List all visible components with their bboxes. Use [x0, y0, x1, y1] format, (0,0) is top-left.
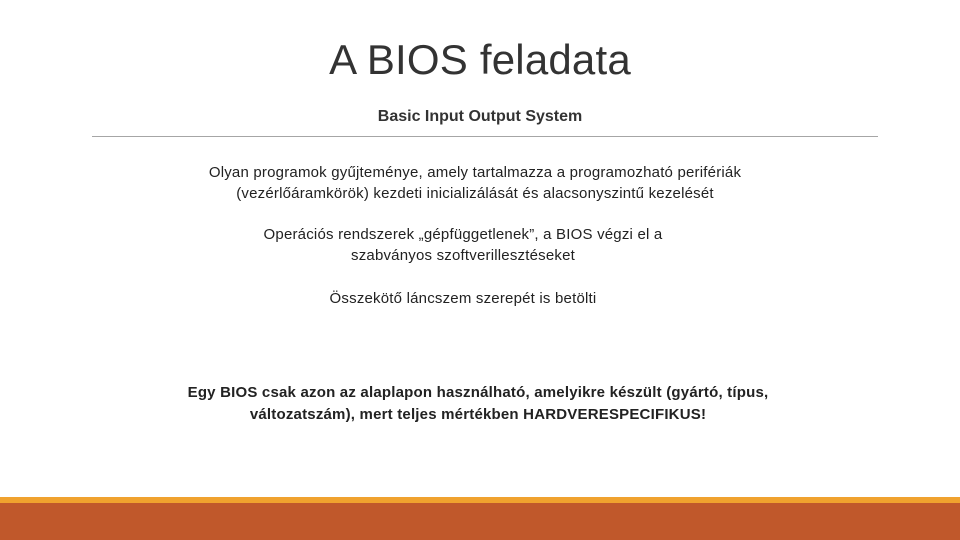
paragraph-line: (vezérlőáramkörök) kezdeti inicializálását és alacsonyszintű kezelését	[236, 185, 714, 202]
paragraph-line: Operációs rendszerek „gépfüggetlenek”, a BIOS végzi el a	[263, 226, 663, 243]
paragraph-line: Egy BIOS csak azon az alaplapon használható, amelyikre készült (gyártó, típus,	[187, 384, 769, 401]
paragraph-hardware-specific	[0, 382, 958, 426]
footer-bar	[0, 503, 960, 540]
paragraph-programs	[0, 162, 955, 204]
paragraph-line: változatszám), mert teljes mértékben HARDVERESPECIFIKUS!	[249, 406, 707, 423]
paragraph-os-independence	[0, 224, 943, 266]
paragraph-line: szabványos szoftverillesztéseket	[351, 247, 575, 264]
slide-title: A BIOS feladata	[329, 36, 631, 83]
slide-subtitle: Basic Input Output System	[377, 108, 583, 125]
paragraph-line: Összekötő láncszem szerepét is betölti	[329, 290, 597, 307]
title-divider	[92, 136, 878, 137]
paragraph-link-role	[0, 288, 943, 309]
paragraph-line: Olyan programok gyűjteménye, amely tartalmazza a programozható perifériák	[208, 164, 742, 181]
